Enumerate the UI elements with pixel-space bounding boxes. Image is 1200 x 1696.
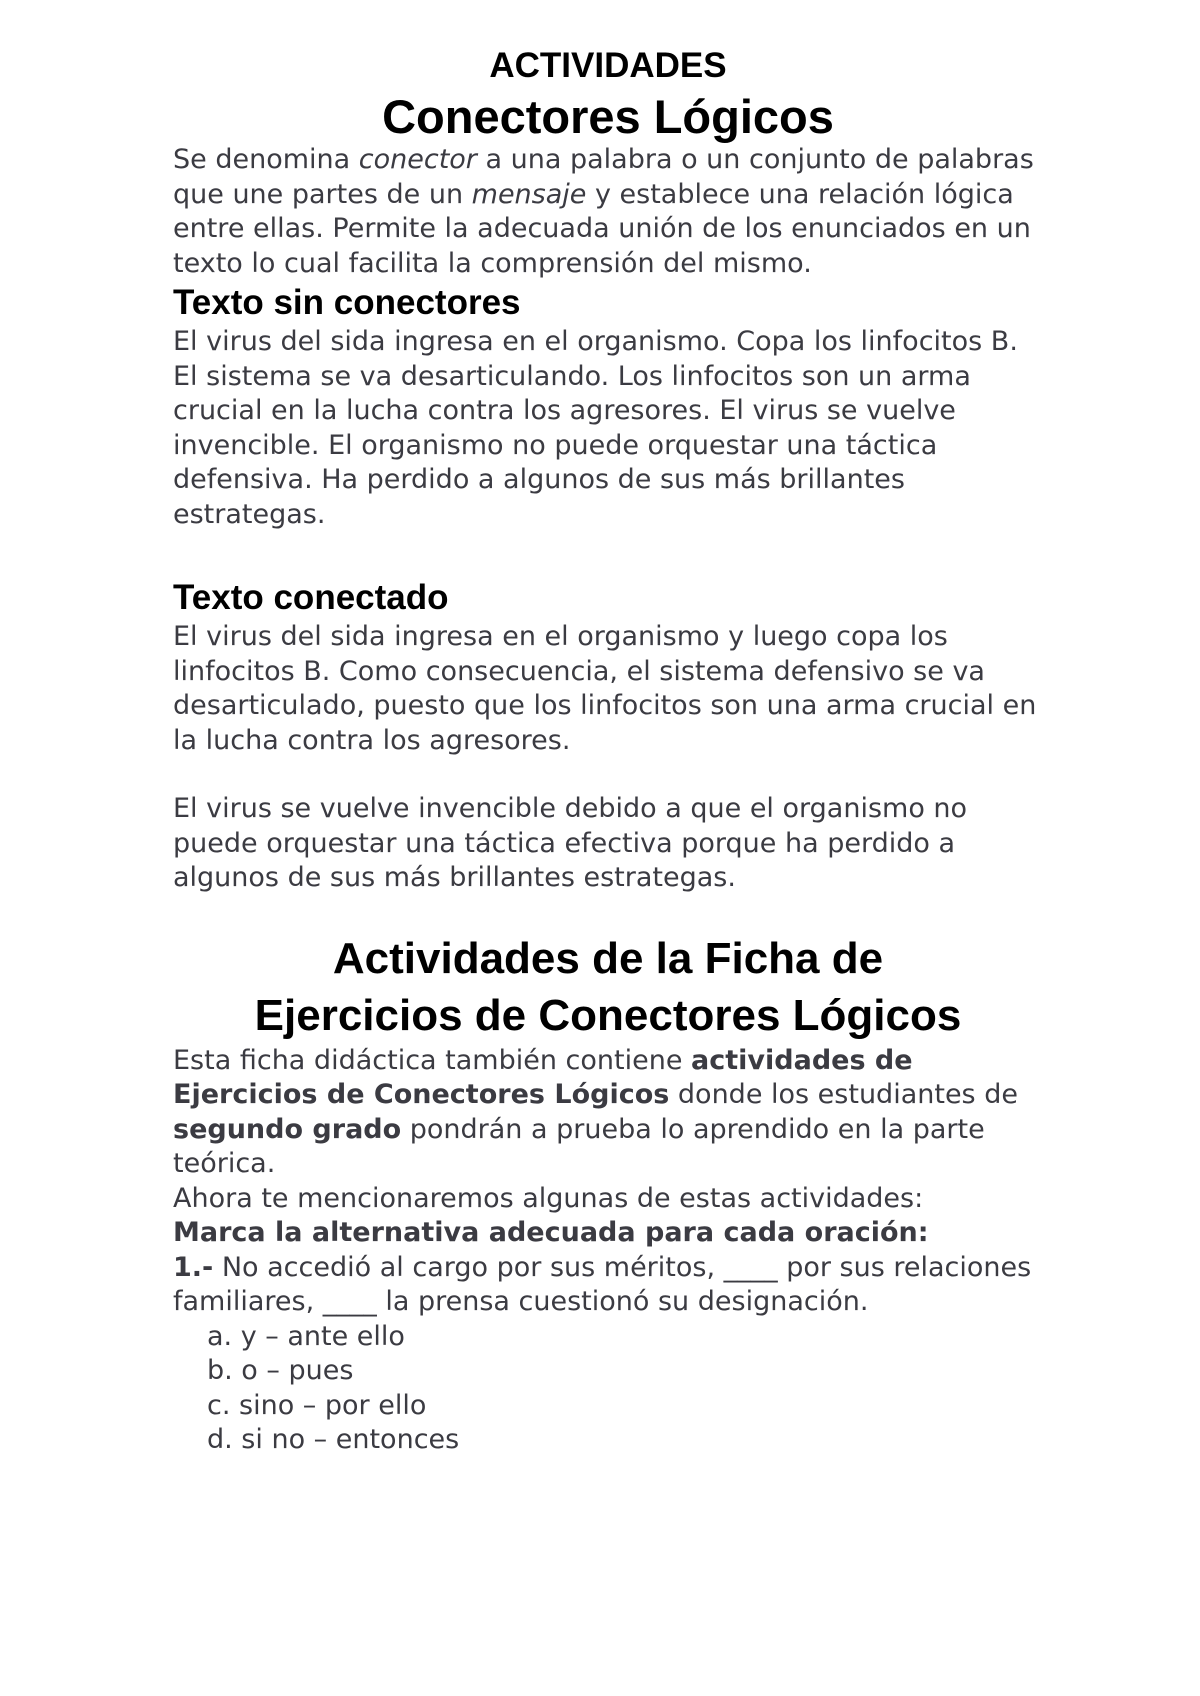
question-number: 1.- <box>173 1251 214 1283</box>
heading-texto-conectado: Texto conectado <box>173 578 449 617</box>
paragraph-conectado-1: El virus del sida ingresa en el organismo y luego copa los linfocitos B. Como consecuencia, el sistema defensivo se va desarticulado, puesto que los linfocitos son una arma crucial en la lucha contra los agresores. <box>173 621 1037 756</box>
option-b[interactable]: b. o – pues <box>207 1355 354 1386</box>
heading-texto-sin-conectores: Texto sin conectores <box>173 283 521 322</box>
document-page <box>173 44 1043 1458</box>
paragraph-conectado-2: El virus se vuelve invencible debido a que el organismo no puede orquestar una táctica efectiva porque ha perdido a algunos de sus más brillantes estrategas. <box>173 793 968 893</box>
section-label: ACTIVIDADES <box>489 46 727 85</box>
option-c[interactable]: c. sino – por ello <box>207 1389 427 1421</box>
heading-actividades <box>173 930 1043 1044</box>
term-mensaje: mensaje <box>471 178 587 210</box>
actividades-description: Esta ficha didáctica también contiene actividades de Ejercicios de Conectores Lógicos donde los estudiantes de segundo grado pondrán a prueba lo aprendido en la parte teórica. <box>173 1044 1018 1179</box>
heading-actividades-line1: Actividades de la Ficha de <box>332 933 884 983</box>
instruction: Marca la alternativa adecuada para cada oración: <box>173 1217 929 1248</box>
term-conector: conector <box>358 144 477 175</box>
option-d[interactable]: d. si no – entonces <box>207 1424 460 1455</box>
intro-paragraph: Se denomina conector a una palabra o un conjunto de palabras que une partes de un mensaje y establece una relación lógica entre ellas. Permite la adecuada unión de los enunciados en un texto lo cual facilita la comprensión del mismo. <box>173 144 1034 279</box>
answer-options <box>173 1320 1043 1458</box>
question-1: 1.- No accedió al cargo por sus méritos, ____ por sus relaciones familiares, ____ la prensa cuestionó su designación. <box>173 1251 1032 1317</box>
option-a[interactable]: a. y – ante ello <box>207 1320 405 1352</box>
page-title: Conectores Lógicos <box>382 90 834 143</box>
paragraph-sin-conectores: El virus del sida ingresa en el organismo. Copa los linfocitos B. El sistema se va desarticulando. Los linfocitos son un arma crucial en la lucha contra los agresores. El virus se vuelve invencible. El organismo no puede orquestar una táctica defensiva. Ha perdido a algunos de sus más brillantes estrategas. <box>173 326 1018 530</box>
actividades-intro-line: Ahora te mencionaremos algunas de estas actividades: <box>173 1182 924 1214</box>
heading-actividades-line2: Ejercicios de Conectores Lógicos <box>254 990 962 1040</box>
